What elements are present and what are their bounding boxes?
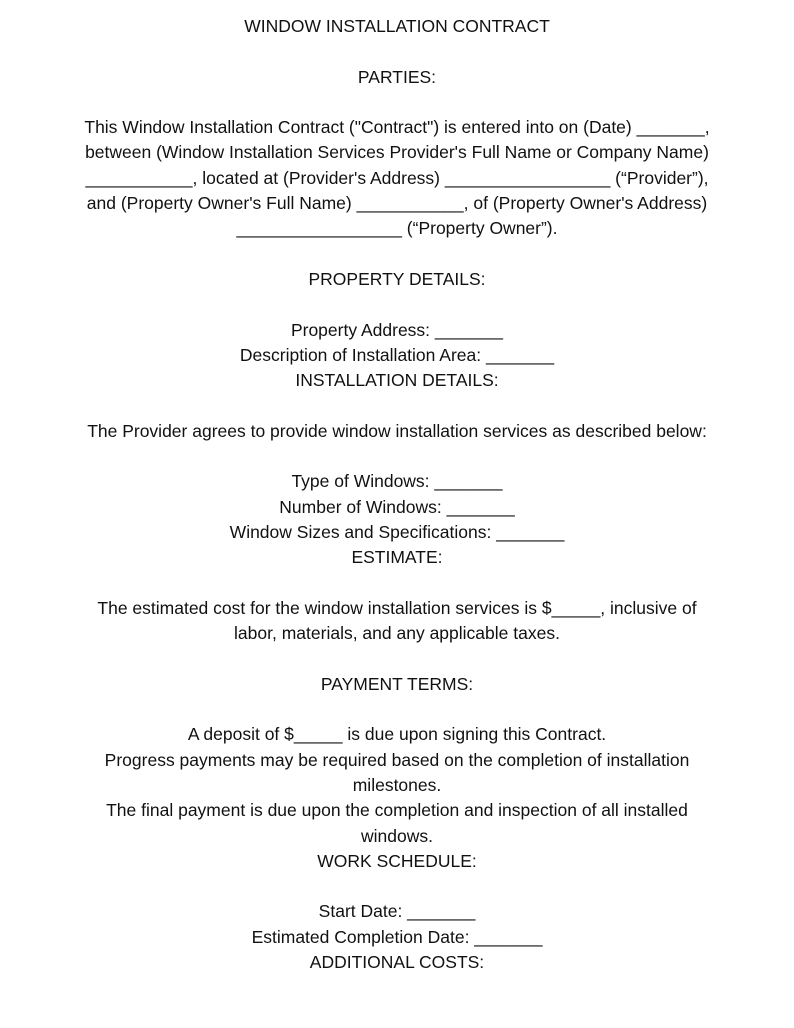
section-heading-parties: PARTIES: [357,66,437,87]
property-address-field: Property Address: _______ [290,319,504,340]
paragraph-line: ___________, located at (Provider's Address) _________________ (“Provider”), [85,167,709,188]
parties-paragraph [0,115,794,241]
section-heading-payment-terms: PAYMENT TERMS: [320,673,474,694]
start-date-field: Start Date: _______ [318,901,476,922]
document-title: WINDOW INSTALLATION CONTRACT [244,16,550,36]
section-heading-additional-costs: ADDITIONAL COSTS: [309,951,485,972]
section-heading-property-details: PROPERTY DETAILS: [308,268,486,289]
installation-intro: The Provider agrees to provide window installation services as described below: [87,420,707,441]
completion-date-field: Estimated Completion Date: _______ [251,926,543,947]
window-count-field: Number of Windows: _______ [279,496,515,517]
paragraph-line: The estimated cost for the window installation services is $_____, inclusive of [97,597,697,618]
paragraph-line: milestones. [352,774,442,795]
paragraph-line: between (Window Installation Services Provider's Full Name or Company Name) [85,142,709,163]
paragraph-line: _________________ (“Property Owner”). [236,218,558,239]
paragraph-line: labor, materials, and any applicable taxes. [234,623,560,644]
window-type-field: Type of Windows: _______ [291,471,503,492]
contract-document [0,14,794,975]
paragraph-line: Progress payments may be required based on the completion of installation [104,749,690,770]
paragraph-line: This Window Installation Contract ("Contract") is entered into on (Date) _______, [84,117,710,138]
paragraph-line: The final payment is due upon the completion and inspection of all installed [106,800,688,821]
installation-area-field: Description of Installation Area: _______ [239,344,555,365]
paragraph-line: windows. [361,825,433,846]
section-heading-estimate: ESTIMATE: [351,547,443,568]
section-heading-work-schedule: WORK SCHEDULE: [317,850,477,871]
paragraph-line: A deposit of $_____ is due upon signing this Contract. [187,724,607,745]
section-heading-installation-details: INSTALLATION DETAILS: [295,370,499,391]
window-sizes-field: Window Sizes and Specifications: _______ [229,521,565,542]
paragraph-line: and (Property Owner's Full Name) ___________, of (Property Owner's Address) [86,193,708,214]
